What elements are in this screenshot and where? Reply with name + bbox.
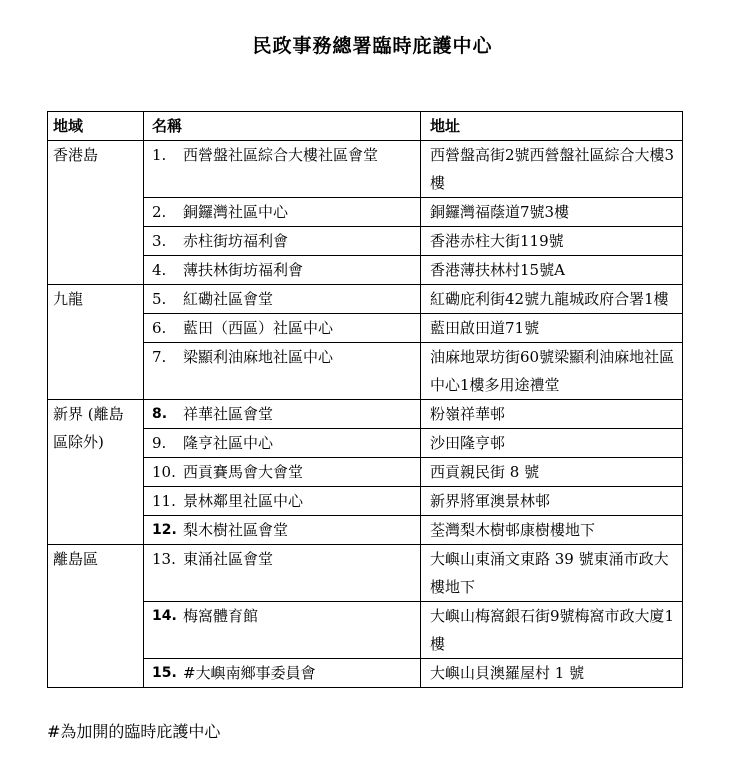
region-cell: 新界 (離島區除外) bbox=[48, 400, 144, 545]
region-cell: 香港島 bbox=[48, 141, 144, 285]
shelter-table bbox=[47, 111, 683, 688]
site-name: 景林鄰里社區中心 bbox=[183, 492, 304, 510]
site-name: 赤柱街坊福利會 bbox=[183, 232, 289, 250]
site-name: 梅窩體育館 bbox=[183, 607, 259, 625]
site-address: 藍田啟田道71號 bbox=[421, 314, 683, 343]
site-address: 荃灣梨木樹邨康樹樓地下 bbox=[421, 516, 683, 545]
site-name: 藍田（西區）社區中心 bbox=[183, 319, 334, 337]
site-name: 西貢賽馬會大會堂 bbox=[183, 463, 304, 481]
column-header-name: 名稱 bbox=[144, 112, 421, 141]
site-name: 隆亨社區中心 bbox=[183, 434, 274, 452]
table-row bbox=[48, 487, 683, 516]
table-row bbox=[48, 516, 683, 545]
row-number: 4. bbox=[152, 261, 167, 279]
site-name-cell bbox=[144, 141, 421, 198]
region-cell: 離島區 bbox=[48, 545, 144, 688]
site-address: 油麻地眾坊街60號梁顯利油麻地社區中心1樓多用途禮堂 bbox=[421, 343, 683, 400]
site-name: #大嶼南鄉事委員會 bbox=[183, 664, 316, 682]
site-address: 粉嶺祥華邨 bbox=[421, 400, 683, 429]
region-cell: 九龍 bbox=[48, 285, 144, 400]
row-number: 2. bbox=[152, 203, 167, 221]
site-name: 東涌社區會堂 bbox=[183, 550, 274, 568]
site-name-cell bbox=[144, 343, 421, 400]
row-number: 9. bbox=[152, 434, 167, 452]
table-row bbox=[48, 602, 683, 659]
site-name-cell bbox=[144, 545, 421, 602]
row-number: 15. bbox=[152, 665, 177, 681]
table-row bbox=[48, 458, 683, 487]
site-name-cell bbox=[144, 227, 421, 256]
site-name: 梨木樹社區會堂 bbox=[183, 521, 289, 539]
site-name-cell bbox=[144, 659, 421, 688]
site-name: 銅鑼灣社區中心 bbox=[183, 203, 289, 221]
site-name-cell bbox=[144, 198, 421, 227]
table-row bbox=[48, 545, 683, 602]
row-number: 13. bbox=[152, 550, 176, 568]
column-header-address: 地址 bbox=[421, 112, 683, 141]
row-number: 7. bbox=[152, 348, 167, 366]
site-address: 西貢親民街 8 號 bbox=[421, 458, 683, 487]
row-number: 12. bbox=[152, 522, 177, 538]
site-name-cell bbox=[144, 285, 421, 314]
site-name: 紅磡社區會堂 bbox=[183, 290, 274, 308]
row-number: 1. bbox=[152, 146, 167, 164]
site-name-cell bbox=[144, 256, 421, 285]
row-number: 8. bbox=[152, 406, 168, 422]
site-name-cell bbox=[144, 429, 421, 458]
table-row bbox=[48, 343, 683, 400]
site-name-cell bbox=[144, 400, 421, 429]
table-row bbox=[48, 198, 683, 227]
row-number: 5. bbox=[152, 290, 167, 308]
page-title: 民政事務總署臨時庇護中心 bbox=[252, 35, 493, 57]
footnote: #為加開的臨時庇護中心 bbox=[47, 722, 221, 741]
table-row bbox=[48, 227, 683, 256]
site-name-cell bbox=[144, 487, 421, 516]
table-row bbox=[48, 314, 683, 343]
site-name-cell bbox=[144, 602, 421, 659]
site-address: 銅鑼灣福蔭道7號3樓 bbox=[421, 198, 683, 227]
site-address: 新界將軍澳景林邨 bbox=[421, 487, 683, 516]
site-name: 薄扶林街坊福利會 bbox=[183, 261, 304, 279]
row-number: 11. bbox=[152, 492, 176, 510]
table-row bbox=[48, 400, 683, 429]
site-name: 梁顯利油麻地社區中心 bbox=[183, 348, 334, 366]
row-number: 14. bbox=[152, 608, 177, 624]
column-header-region: 地域 bbox=[48, 112, 144, 141]
row-number: 10. bbox=[152, 463, 176, 481]
site-name-cell bbox=[144, 314, 421, 343]
table-row bbox=[48, 256, 683, 285]
table-row bbox=[48, 285, 683, 314]
table-row bbox=[48, 659, 683, 688]
table-header-row bbox=[48, 112, 683, 141]
site-address: 大嶼山東涌文東路 39 號東涌市政大樓地下 bbox=[421, 545, 683, 602]
site-name-cell bbox=[144, 458, 421, 487]
site-address: 沙田隆亨邨 bbox=[421, 429, 683, 458]
site-address: 大嶼山梅窩銀石街9號梅窩市政大廈1 樓 bbox=[421, 602, 683, 659]
table-row bbox=[48, 429, 683, 458]
row-number: 3. bbox=[152, 232, 167, 250]
site-address: 香港薄扶林村15號A bbox=[421, 256, 683, 285]
table-row bbox=[48, 141, 683, 198]
site-address: 西營盤高街2號西營盤社區綜合大樓3樓 bbox=[421, 141, 683, 198]
site-address: 大嶼山貝澳羅屋村 1 號 bbox=[421, 659, 683, 688]
site-address: 紅磡庇利街42號九龍城政府合署1樓 bbox=[421, 285, 683, 314]
site-name-cell bbox=[144, 516, 421, 545]
site-address: 香港赤柱大街119號 bbox=[421, 227, 683, 256]
site-name: 祥華社區會堂 bbox=[183, 405, 274, 423]
site-name: 西營盤社區綜合大樓社區會堂 bbox=[183, 146, 379, 164]
row-number: 6. bbox=[152, 319, 167, 337]
